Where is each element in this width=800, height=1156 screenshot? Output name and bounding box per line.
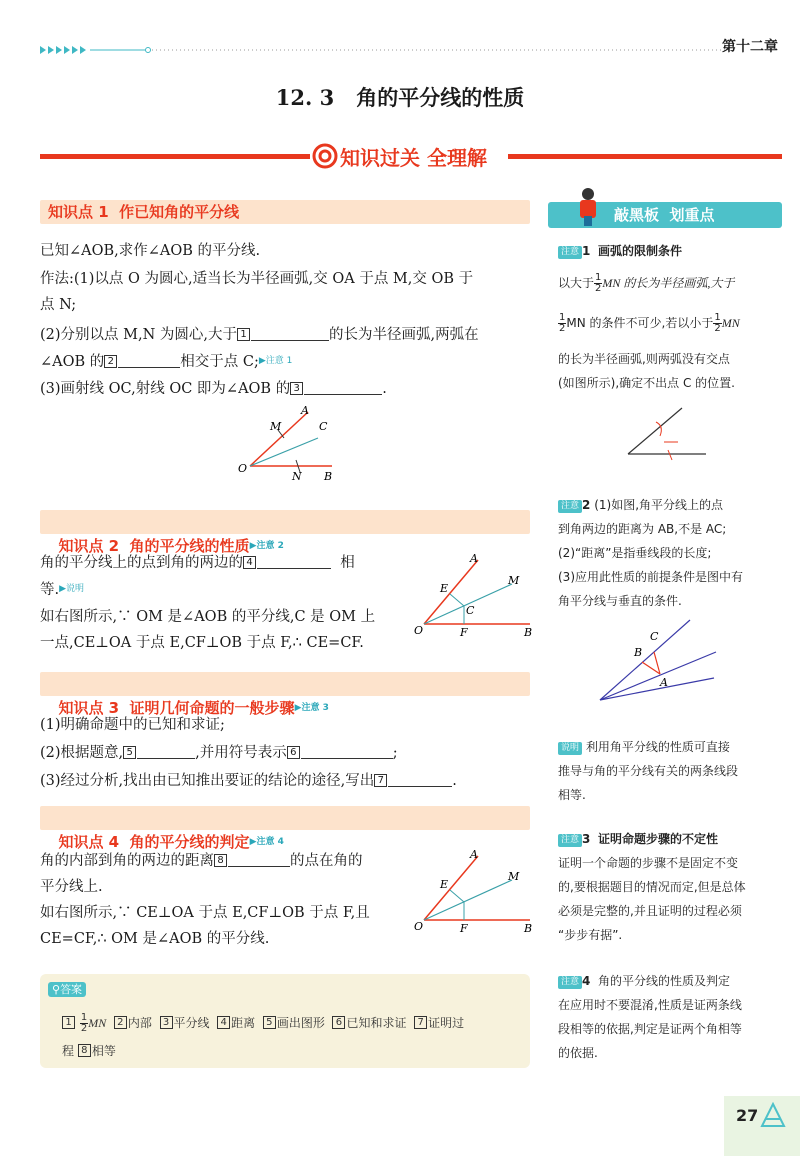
text: 角的平分线的性质及判定 — [598, 974, 731, 988]
kp2-line3: 如右图所示,∵ OM 是∠AOB 的平分线,C 是 OM 上 — [40, 609, 376, 625]
blank-number: 2 — [104, 355, 117, 368]
answer-8: 相等 — [91, 1044, 116, 1058]
kp1-line3: 点 N; — [40, 297, 77, 313]
denominator: 2 — [80, 1023, 88, 1034]
note-tag: ▶说明 — [59, 584, 85, 594]
text: 利用角平分线的性质可直接 — [585, 740, 730, 754]
answers-line2 — [62, 1040, 116, 1062]
note-chip: 注意 — [558, 246, 582, 259]
kp1-line2: 作法:(1)以点 O 为圆心,适当长为半径画弧,交 OA 于点 M,交 OB 于 — [40, 271, 474, 287]
note-num: 4 — [582, 974, 591, 988]
note2-line3: (2)“距离”是指垂线段的长度; — [558, 546, 712, 560]
note-text: 注意 1 — [265, 356, 293, 366]
note3-line3: 必须是完整的,并且证明的过程必须 — [558, 904, 742, 918]
key-icon: ⚲ — [52, 983, 61, 996]
sidebar-title-right: 划重点 — [669, 206, 715, 224]
note1-figure — [622, 402, 712, 462]
banner-text: 知识过关 全理解 — [340, 146, 487, 170]
text: (3)经过分析,找出由已知推出要证的结论的途径,写出 — [40, 773, 375, 789]
kp2-figure — [412, 550, 536, 640]
kp2-line2 — [40, 576, 84, 603]
kp4-label-text: 知识点 4 角的平分线的判定 — [58, 833, 250, 851]
note-chip: 说明 — [558, 742, 582, 755]
blank-number: 5 — [123, 746, 136, 759]
answer-label-text: 答案 — [60, 983, 83, 996]
page-title — [0, 82, 800, 112]
note-title: 画弧的限制条件 — [598, 244, 683, 258]
note-text: 注意 3 — [301, 703, 329, 713]
text: MN 的长为半径画弧,大于 — [602, 276, 735, 290]
section-number: 12. 3 — [275, 85, 335, 110]
kp1-figure — [236, 402, 346, 482]
chapter-label: 第十二章 — [722, 39, 778, 55]
kp1-line1: 已知∠AOB,求作∠AOB 的平分线. — [40, 243, 261, 259]
text: 以大于 — [558, 276, 595, 290]
blank-2[interactable] — [118, 353, 180, 368]
note-num: 1 — [582, 244, 591, 258]
note-title: 证明命题步骤的不定性 — [598, 832, 719, 846]
kp3-line3 — [40, 768, 457, 794]
text: ,并用符号表示 — [195, 745, 287, 761]
section-title: 角的平分线的性质 — [356, 85, 525, 110]
fig-label-e: E — [440, 878, 449, 891]
blank-number: 5 — [263, 1016, 276, 1029]
kp2-line4: 一点,CE⊥OA 于点 E,CF⊥OB 于点 F,∴ CE=CF. — [40, 635, 364, 651]
answer-3: 平分线 — [173, 1016, 210, 1030]
answers-line1 — [62, 1012, 464, 1034]
kp4-line4: CE=CF,∴ OM 是∠AOB 的平分线. — [40, 931, 270, 947]
note-chip: 注意 — [558, 976, 582, 989]
kp1-line6 — [40, 376, 387, 402]
fraction: $\frac{1}{2}$ — [714, 312, 721, 334]
note-chip: 注意 — [558, 500, 582, 513]
answer-label — [48, 982, 86, 997]
banner-line-right — [508, 154, 782, 159]
fig-label-f: F — [460, 626, 468, 639]
note-num: 2 — [582, 498, 591, 512]
text: 的长为半径画弧,两弧在 — [329, 327, 479, 343]
text: (1)如图,角平分线上的点 — [594, 498, 724, 512]
fig-label-b: B — [524, 922, 533, 935]
kp4-figure — [412, 846, 536, 936]
note3-line1: 证明一个命题的步骤不是固定不变 — [558, 856, 739, 870]
page-number: 27 — [736, 1106, 759, 1125]
blank-number: 2 — [114, 1016, 127, 1029]
answer-4: 距离 — [231, 1016, 256, 1030]
note2-line2: 到角两边的距离为 AB,不是 AC; — [558, 522, 727, 536]
blank-number: 6 — [287, 746, 300, 759]
kp1-label: 知识点 1 作已知角的平分线 — [48, 203, 240, 221]
text: 的点在角的 — [290, 853, 363, 869]
note-chip: 注意 — [558, 834, 582, 847]
blank-number: 4 — [217, 1016, 230, 1029]
note-tag: ▶注意 2 — [249, 541, 284, 551]
note1-line1 — [558, 272, 734, 294]
blank-number: 3 — [160, 1016, 173, 1029]
fig-label-a: A — [470, 552, 478, 565]
answer-2: 内部 — [127, 1016, 152, 1030]
banner-line-left — [40, 154, 310, 159]
blank-number: 1 — [237, 328, 250, 341]
fig-label-c: C — [319, 420, 328, 433]
kp1-line5 — [40, 348, 292, 375]
blank-3[interactable] — [304, 380, 382, 395]
kp4-label — [48, 806, 284, 854]
text: (2)分别以点 M,N 为圆心,大于 — [40, 327, 238, 343]
fig-label-b: B — [324, 470, 333, 482]
fig-label-m: M — [508, 870, 520, 883]
note4-line3: 段相等的依据,判定是证两个角相等 — [558, 1022, 742, 1036]
blank-7[interactable] — [388, 772, 452, 787]
fig-label-n: N — [292, 470, 302, 482]
note2-line5: 角平分线与垂直的条件. — [558, 594, 682, 608]
note-tag: ▶注意 1 — [258, 356, 293, 366]
blank-number: 7 — [414, 1016, 427, 1029]
kp3-label-text: 知识点 3 证明几何命题的一般步骤 — [58, 699, 295, 717]
text: 相 — [340, 555, 355, 571]
shuoming-line1 — [558, 736, 730, 758]
numerator: 1 — [80, 1012, 88, 1023]
blank-number: 8 — [78, 1044, 91, 1057]
text: 角的平分线上的点到角的两边的 — [40, 555, 243, 571]
note4-line4: 的依据. — [558, 1046, 598, 1060]
note2-line4: (3)应用此性质的前提条件是图中有 — [558, 570, 743, 584]
kp4-line2: 平分线上. — [40, 879, 103, 895]
shuoming-line3: 相等. — [558, 788, 586, 802]
answer-7-cont: 程 — [62, 1044, 75, 1058]
note1-line3: 的长为半径画弧,则两弧没有交点 — [558, 352, 730, 366]
blank-1[interactable] — [251, 326, 329, 341]
blank-6[interactable] — [301, 744, 393, 759]
fig-label-b: B — [634, 646, 643, 659]
fraction — [80, 1013, 88, 1034]
banner — [312, 140, 508, 172]
swirl-icon — [312, 143, 338, 169]
text: . — [452, 773, 457, 789]
sidebar-title-left: 敲黑板 — [614, 206, 660, 224]
note3-title — [558, 828, 718, 850]
header-decor — [40, 40, 740, 50]
blank-number: 4 — [243, 556, 256, 569]
fig-label-m: M — [270, 420, 282, 433]
fig-label-e: E — [440, 582, 449, 595]
note-tag: ▶注意 3 — [294, 703, 329, 713]
note-tag: ▶注意 4 — [249, 837, 284, 847]
note2-line1 — [558, 494, 723, 516]
note-text: 注意 4 — [256, 837, 284, 847]
note-text: 注意 2 — [256, 541, 284, 551]
kp2-label-text: 知识点 2 角的平分线的性质 — [58, 537, 250, 555]
teacher-icon — [570, 186, 610, 228]
fig-label-c: C — [650, 630, 659, 643]
kp3-line1: (1)明确命题中的已知和求证; — [40, 717, 225, 733]
note3-line2: 的,要根据题目的情况而定,但是总体 — [558, 880, 746, 894]
blank-4[interactable] — [257, 554, 331, 569]
note1-title — [558, 240, 682, 262]
text: ∠AOB 的 — [40, 354, 105, 370]
answer-5: 画出图形 — [276, 1016, 325, 1030]
blank-number: 8 — [214, 854, 227, 867]
fig-label-o: O — [414, 624, 424, 637]
text: ; — [392, 745, 398, 761]
sidebar-title — [614, 204, 714, 226]
shuoming-line2: 推导与角的平分线有关的两条线段 — [558, 764, 739, 778]
note4-line2: 在应用时不要混淆,性质是证两条线 — [558, 998, 742, 1012]
text: . — [382, 381, 387, 397]
answer-7: 证明过 — [428, 1016, 465, 1030]
text: (3)画射线 OC,射线 OC 即为∠AOB 的 — [40, 381, 291, 397]
text: (2)根据题意, — [40, 745, 124, 761]
blank-number: 1 — [62, 1016, 75, 1029]
text: 相交于点 C; — [180, 354, 259, 370]
fig-label-b: B — [524, 626, 533, 639]
fig-label-a: A — [301, 404, 309, 417]
answer-6: 已知和求证 — [346, 1016, 407, 1030]
note4-line1 — [558, 970, 730, 992]
note3-line4: “步步有据”. — [558, 928, 623, 942]
compass-icon — [760, 1102, 786, 1128]
kp3-line2 — [40, 740, 398, 766]
arrow-dots-icon — [40, 45, 740, 55]
kp4-line3: 如右图所示,∵ CE⊥OA 于点 E,CF⊥OB 于点 F,且 — [40, 905, 370, 921]
note1-line2: $\frac{1}{2}$ MN 的条件不可少,若以小于 $\frac{1}{2}$ MN — [559, 312, 740, 334]
fig-label-a: A — [470, 848, 478, 861]
text: MN 的条件不可少,若以小于 — [566, 316, 714, 330]
note-num: 3 — [582, 832, 591, 846]
note-text: 说明 — [66, 584, 85, 594]
fig-label-o: O — [238, 462, 248, 475]
kp1-line4 — [40, 322, 479, 348]
fig-label-c: C — [466, 604, 475, 617]
fraction: $\frac{1}{2}$ — [559, 312, 566, 334]
text: 角的内部到角的两边的距离 — [40, 853, 214, 869]
kp4-line1 — [40, 848, 363, 874]
blank-5[interactable] — [137, 744, 195, 759]
text: 等. — [40, 582, 60, 598]
kp2-line1 — [40, 550, 355, 576]
fig-label-m: M — [508, 574, 520, 587]
note2-figure — [594, 614, 720, 706]
blank-number: 3 — [290, 382, 303, 395]
answer-1: MN — [88, 1016, 107, 1030]
note1-line4: (如图所示),确定不出点 C 的位置. — [558, 376, 736, 390]
blank-8[interactable] — [228, 852, 290, 867]
fig-label-o: O — [414, 920, 424, 933]
fig-label-f: F — [460, 922, 468, 935]
blank-number: 6 — [332, 1016, 345, 1029]
fig-label-a: A — [660, 676, 668, 689]
blank-number: 7 — [374, 774, 387, 787]
fraction: $\frac{1}{2}$ — [595, 272, 602, 294]
